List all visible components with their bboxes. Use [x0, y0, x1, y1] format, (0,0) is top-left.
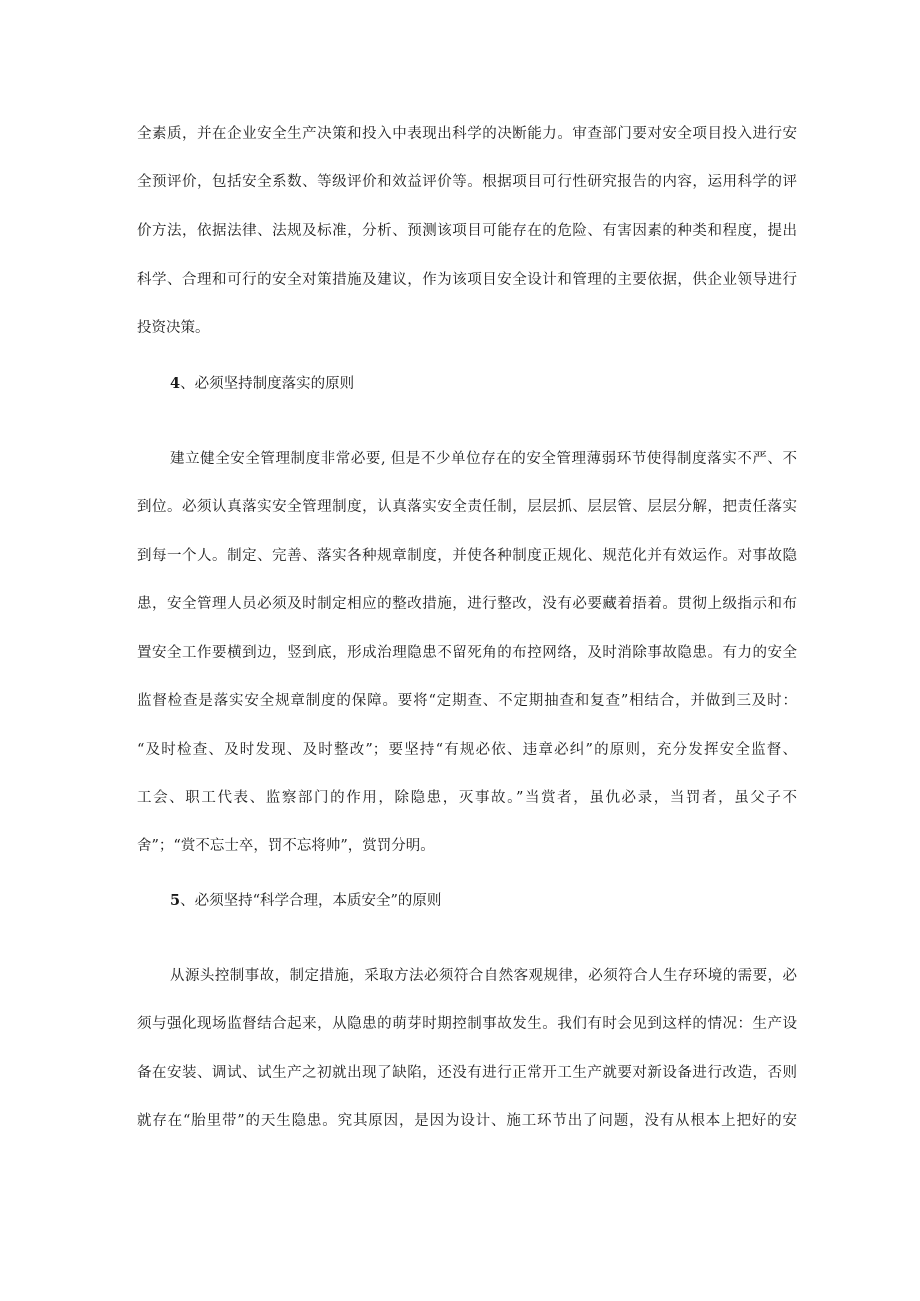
- paragraph-1-line: 投资决策。: [137, 320, 210, 336]
- section-heading-4: [170, 374, 354, 394]
- paragraph-1-line: 科学、合理和可行的安全对策措施及建议，作为该项目安全设计和管理的主要依据，供企业领导进行: [137, 272, 797, 288]
- section-title: 、必须坚持制度落实的原则: [180, 376, 355, 392]
- paragraph-3-line: 须与强化现场监督结合起来，从隐患的萌芽时期控制事故发生。我们有时会见到这样的情况：生产设: [137, 1016, 797, 1032]
- paragraph-1-line: 全素质，并在企业安全生产决策和投入中表现出科学的决断能力。审查部门要对安全项目投入进行安: [137, 126, 797, 142]
- paragraph-2-line: 舍”；“赏不忘士卒，罚不忘将帅”，赏罚分明。: [137, 838, 435, 854]
- paragraph-1-line: 价方法，依据法律、法规及标准，分析、预测该项目可能存在的危险、有害因素的种类和程度，提出: [137, 223, 797, 239]
- paragraph-2-line: 到位。必须认真落实安全管理制度，认真落实安全责任制，层层抓、层层管、层层分解，把责任落实: [137, 499, 797, 515]
- section-number: 4: [170, 375, 181, 392]
- paragraph-3-line: 就存在“胎里带”的天生隐患。究其原因，是因为设计、施工环节出了问题，没有从根本上把好的安: [137, 1113, 797, 1129]
- paragraph-2-line: 置安全工作要横到边，竖到底，形成治理隐患不留死角的布控网络，及时消除事故隐患。有力的安全: [137, 645, 797, 661]
- paragraph-1-line: 全预评价，包括安全系数、等级评价和效益评价等。根据项目可行性研究报告的内容，运用科学的评: [137, 174, 797, 190]
- paragraph-2-line: “及时检查、及时发现、及时整改”；要坚持“有规必依、违章必纠”的原则，充分发挥安全监督、: [137, 742, 797, 758]
- paragraph-2-line: 患，安全管理人员必须及时制定相应的整改措施，进行整改，没有必要藏着捂着。贯彻上级指示和布: [137, 596, 797, 612]
- paragraph-3-line: 从源头控制事故，制定措施，采取方法必须符合自然客观规律，必须符合人生存环境的需要，必: [170, 968, 797, 984]
- paragraph-2-line: 工会、职工代表、监察部门的作用，除隐患，灭事故。”当赏者，虽仇必录，当罚者，虽父子不: [137, 790, 797, 806]
- section-title: 、必须坚持“科学合理，本质安全”的原则: [180, 893, 442, 909]
- paragraph-2-line: 监督检查是落实安全规章制度的保障。要将“定期查、不定期抽查和复查”相结合，并做到三及时：: [137, 693, 797, 709]
- section-number: 5: [170, 892, 181, 909]
- paragraph-2-line: 建立健全安全管理制度非常必要, 但是不少单位存在的安全管理薄弱环节使得制度落实不严、不: [170, 451, 797, 467]
- paragraph-3-line: 备在安装、调试、试生产之初就出现了缺陷，还没有进行正常开工生产就要对新设备进行改造，否则: [137, 1065, 797, 1081]
- section-heading-5: [170, 891, 441, 911]
- paragraph-2-line: 到每一个人。制定、完善、落实各种规章制度，并使各种制度正规化、规范化并有效运作。对事故隐: [137, 548, 797, 564]
